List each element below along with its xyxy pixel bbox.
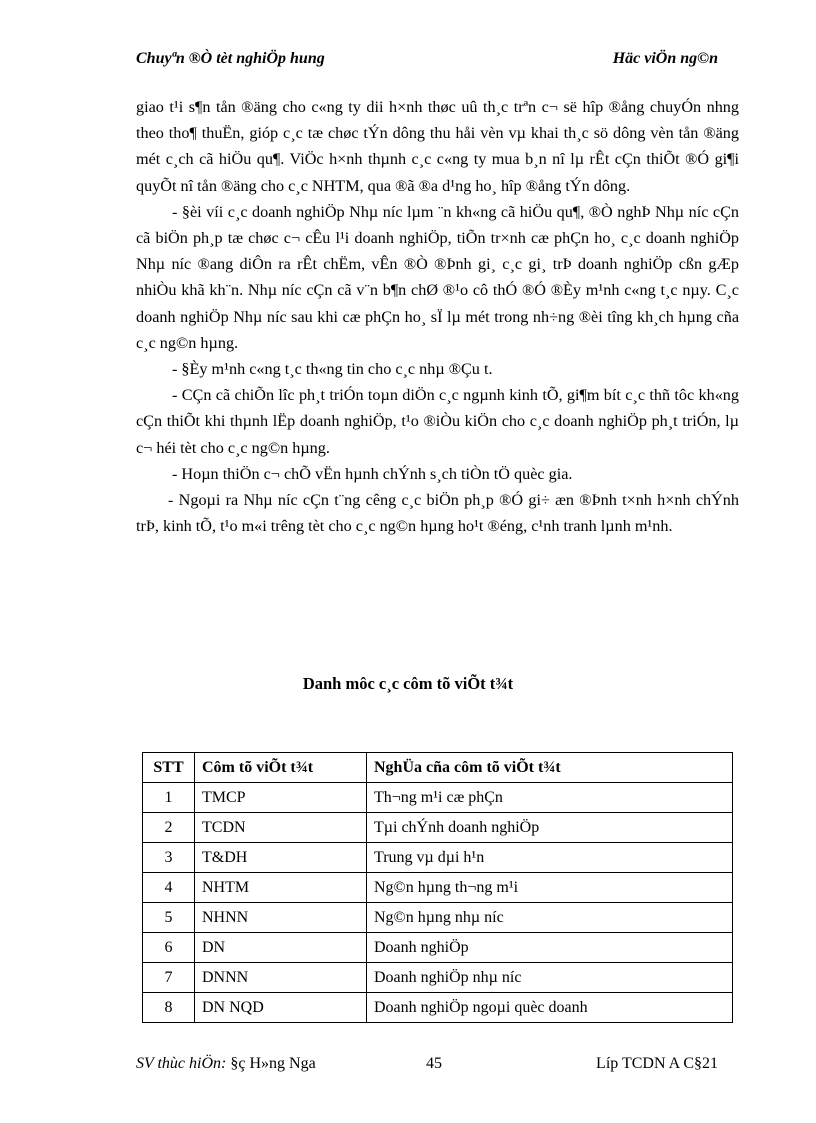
cell-abbreviation: DN NQD bbox=[195, 993, 367, 1023]
cell-abbreviation: NHTM bbox=[195, 873, 367, 903]
footer-author-name: §ç H»ng Nga bbox=[230, 1055, 316, 1072]
column-header-abbreviation: Côm tõ viÕt t¾t bbox=[195, 753, 367, 783]
table-row bbox=[143, 783, 733, 813]
cell-meaning: Doanh nghiÖp ngoµi quèc doanh bbox=[367, 993, 733, 1023]
paragraph: giao t¹i s¶n tån ®äng cho c«ng ty dii h×nh thøc uû th¸c trªn c¬ së hîp ®ång chuyÓn nhng theo tho¶ thuËn, gióp c¸c tæ chøc tÝn dông thu håi vèn vµ khai th¸c sö dông vèn tån ®äng mét c¸ch cã hiÖu qu¶. ViÖc h×nh thµnh c¸c c«ng ty mua b¸n nî lµ rÊt cÇn thiÕt ®Ó gi¶i quyÕt nî tån ®äng cho c¸c NHTM, qua ®ã ®a d¹ng ho¸ hîp ®ång tÝn dông. bbox=[136, 98, 739, 195]
table-row bbox=[143, 873, 733, 903]
table-row bbox=[143, 933, 733, 963]
cell-stt: 7 bbox=[143, 963, 195, 993]
cell-meaning: Trung vµ dµi h¹n bbox=[367, 843, 733, 873]
cell-meaning: Ng©n hµng th¬ng m¹i bbox=[367, 873, 733, 903]
cell-stt: 4 bbox=[143, 873, 195, 903]
paragraph: - §èi víi c¸c doanh nghiÖp Nhµ níc lµm ¨n kh«ng cã hiÖu qu¶, ®Ò nghÞ Nhµ níc cÇn cã biÖn ph¸p tæ chøc c¬ cÊu l¹i doanh nghiÖp, tiÕn tr×nh cæ phÇn ho¸ c¸c doanh nghiÖp Nhµ níc ®ang diÔn ra rÊt chËm, vÊn ®Ò ®Þnh gi¸ c¸c gi¸ trÞ doanh nghiÖp cßn gÆp nhiÒu khã kh¨n. Nhµ níc cÇn cã v¨n b¶n chØ ®¹o cô thÓ ®Ó ®Èy m¹nh c«ng t¸c nµy. C¸c doanh nghiÖp Nhµ níc sau khi cæ phÇn ho¸ sÏ lµ mét trong nh÷ng ®èi tîng kh¸ch hµng cña c¸c ng©n hµng. bbox=[136, 202, 739, 352]
cell-meaning: Doanh nghiÖp nhµ níc bbox=[367, 963, 733, 993]
cell-stt: 6 bbox=[143, 933, 195, 963]
cell-stt: 5 bbox=[143, 903, 195, 933]
header-topic: Chuyªn ®Ò tèt nghiÖp hung bbox=[136, 50, 325, 67]
table-row bbox=[143, 993, 733, 1023]
cell-stt: 3 bbox=[143, 843, 195, 873]
column-header-meaning: NghÜa cña côm tõ viÕt t¾t bbox=[367, 753, 733, 783]
abbreviation-table bbox=[142, 752, 733, 1023]
cell-abbreviation: NHNN bbox=[195, 903, 367, 933]
cell-meaning: Doanh nghiÖp bbox=[367, 933, 733, 963]
column-header-stt: STT bbox=[143, 753, 195, 783]
cell-abbreviation: TCDN bbox=[195, 813, 367, 843]
footer-class: Líp TCDN A C§21 bbox=[596, 1055, 718, 1072]
table-row bbox=[143, 963, 733, 993]
cell-abbreviation: DN bbox=[195, 933, 367, 963]
cell-abbreviation: TMCP bbox=[195, 783, 367, 813]
cell-stt: 8 bbox=[143, 993, 195, 1023]
cell-abbreviation: T&DH bbox=[195, 843, 367, 873]
cell-meaning: Th¬ng m¹i cæ phÇn bbox=[367, 783, 733, 813]
page-footer bbox=[136, 1055, 736, 1077]
table-row bbox=[143, 903, 733, 933]
paragraph: - CÇn cã chiÕn lîc ph¸t triÓn toµn diÖn c¸c ngµnh kinh tÕ, gi¶m bít c¸c thñ tôc kh«ng cÇn thiÕt khi thµnh lËp doanh nghiÖp, t¹o ®iÒu kiÖn cho c¸c doanh nghiÖp ph¸t triÓn, lµ c¬ héi tèt cho c¸c ng©n hµng. bbox=[136, 386, 739, 457]
cell-stt: 1 bbox=[143, 783, 195, 813]
footer-author bbox=[136, 1055, 316, 1073]
cell-meaning: Tµi chÝnh doanh nghiÖp bbox=[367, 813, 733, 843]
paragraph: - §Èy m¹nh c«ng t¸c th«ng tin cho c¸c nhµ ®Çu t. bbox=[172, 360, 493, 379]
table-header-row bbox=[143, 753, 733, 783]
abbreviation-list-title: Danh môc c¸c côm tõ viÕt t¾t bbox=[302, 674, 514, 693]
cell-abbreviation: DNNN bbox=[195, 963, 367, 993]
header-institution: Häc viÖn ng©n bbox=[612, 50, 718, 67]
body-text bbox=[136, 94, 739, 539]
footer-author-label: SV thùc hiÖn: bbox=[136, 1055, 227, 1072]
paragraph: - Hoµn thiÖn c¬ chÕ vËn hµnh chÝnh s¸ch tiÒn tÖ quèc gia. bbox=[172, 464, 573, 483]
paragraph: - Ngoµi ra Nhµ níc cÇn t¨ng cêng c¸c biÖn ph¸p ®Ó gi÷ æn ®Þnh t×nh h×nh chÝnh trÞ, kinh tÕ, t¹o m«i trêng tèt cho c¸c ng©n hµng ho¹t ®éng, c¹nh tranh lµnh m¹nh. bbox=[136, 491, 739, 536]
cell-meaning: Ng©n hµng nhµ níc bbox=[367, 903, 733, 933]
page-header bbox=[136, 48, 736, 98]
table-row bbox=[143, 813, 733, 843]
cell-stt: 2 bbox=[143, 813, 195, 843]
page-number: 45 bbox=[426, 1055, 442, 1072]
table-row bbox=[143, 843, 733, 873]
